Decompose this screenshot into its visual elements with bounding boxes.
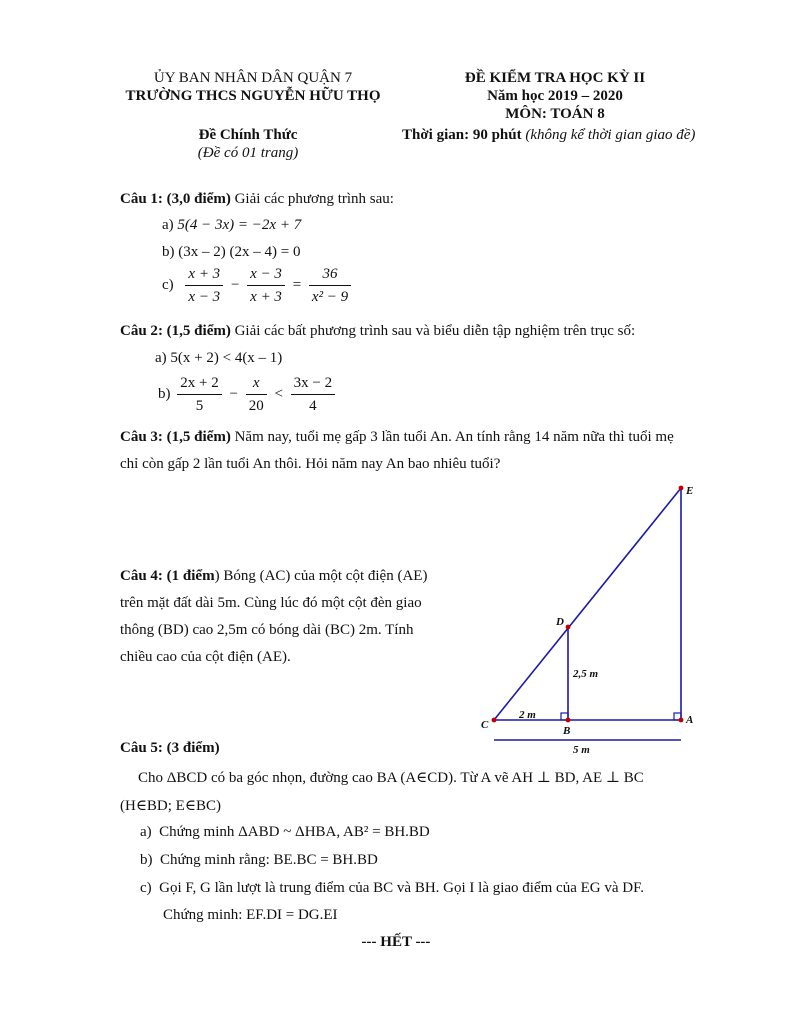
q1-c-label: c)	[162, 277, 174, 293]
q5-b-label: b)	[140, 852, 153, 868]
q5-line2: (H∈BD; E∈BC)	[120, 798, 221, 814]
point-c	[492, 718, 497, 723]
q1-b-expr: (3x – 2) (2x – 4) = 0	[178, 244, 301, 260]
q1-text: Giải các phương trình sau:	[230, 191, 394, 207]
point-e	[679, 486, 684, 491]
label-bd-length: 2,5 m	[573, 668, 599, 680]
q5-c-text: Gọi F, G lần lượt là trung điểm của BC và BH. Gọi I là giao điểm của EG và DF.	[159, 880, 644, 896]
q2-b-f1-den: 5	[195, 398, 204, 414]
q2-b-f3-den: 4	[309, 398, 317, 414]
q1-c-f2-num: x − 3	[247, 265, 285, 286]
q2-title-rest: : (1,5 điểm)	[157, 323, 231, 339]
q1-a	[162, 217, 301, 234]
label-cb-length: 2 m	[519, 709, 536, 721]
q1-c-f3-num: 36	[309, 265, 351, 286]
header-time-bold: Thời gian: 90 phút	[402, 127, 522, 143]
q4-line1	[120, 568, 427, 585]
point-d	[566, 625, 571, 630]
q3-text-1: Năm nay, tuổi mẹ gấp 3 lần tuổi An. An tính rằng 14 năm nữa thì tuổi mẹ	[230, 429, 674, 445]
right-angle-a	[674, 713, 681, 720]
q4-title: Câu 4: (1 điểm	[120, 568, 215, 584]
q4-line4: chiều cao của cột điện (AE).	[120, 649, 291, 665]
q2-b-less-than: <	[274, 386, 283, 402]
label-ca-length: 5 m	[573, 744, 590, 756]
q5-c-line2: Chứng minh: EF.DI = DG.EI	[163, 907, 338, 923]
header-right-line3: MÔN: TOÁN 8	[505, 106, 605, 122]
q1-c-fraction-2	[247, 265, 285, 306]
q2-title: Câu 2	[120, 323, 158, 339]
q5-a-label: a)	[140, 824, 152, 840]
header-right-line2: Năm học 2019 – 2020	[487, 88, 623, 104]
q2-b-fraction-3	[291, 374, 335, 415]
q5-c-label: c)	[140, 880, 152, 896]
q3-line1	[120, 429, 674, 446]
q1-c-f1-den: x − 3	[188, 289, 221, 305]
q1-c-fraction-3	[309, 265, 351, 306]
q1-b-label: b)	[162, 244, 175, 260]
q5-c	[140, 880, 644, 897]
q1-heading	[120, 191, 394, 208]
q1-a-label: a)	[162, 217, 174, 233]
header-time-italic: (không kể thời gian giao đề)	[525, 127, 696, 143]
header-left-line2: TRƯỜNG THCS NGUYỄN HỮU THỌ	[125, 88, 381, 104]
q5-line1: Cho ΔBCD có ba góc nhọn, đường cao BA (A∈CD). Từ A vẽ AH ⊥ BD, AE ⊥ BC	[138, 770, 644, 786]
q1-title: Câu 1: (3,0 điểm)	[120, 191, 231, 207]
label-c: C	[481, 719, 489, 731]
q5-b	[140, 852, 378, 869]
right-angle-b	[561, 713, 568, 720]
q5-b-text: Chứng minh rằng: BE.BC = BH.BD	[160, 852, 378, 868]
q1-c-f3-den: x² − 9	[311, 289, 349, 305]
q2-a-label: a)	[155, 350, 167, 366]
q2-b-f3-num: 3x − 2	[291, 374, 335, 395]
q2-b-label: b)	[158, 386, 171, 402]
line-ce	[494, 488, 681, 720]
point-b	[566, 718, 571, 723]
header-pages: (Đề có 01 trang)	[197, 145, 299, 161]
q4-line2: trên mặt đất dài 5m. Cùng lúc đó một cột đèn giao	[120, 595, 422, 611]
q5-title: Câu 5: (3 điểm)	[120, 740, 220, 756]
q5-a	[140, 824, 430, 841]
q1-a-expr: 5(4 − 3x) = −2x + 7	[177, 217, 302, 233]
q1-c-equals: =	[292, 277, 302, 293]
q1-c-f2-den: x + 3	[250, 289, 282, 305]
point-a	[679, 718, 684, 723]
q1-c-minus: −	[230, 277, 240, 293]
q2-b-fraction-1	[177, 374, 221, 415]
q2-b-f1-num: 2x + 2	[177, 374, 221, 395]
header-right-line1: ĐỀ KIỂM TRA HỌC KỲ II	[464, 70, 646, 86]
q1-c-f1-num: x + 3	[185, 265, 223, 286]
q5-a-text: Chứng minh ΔABD ~ ΔHBA, AB² = BH.BD	[159, 824, 430, 840]
q1-b	[162, 244, 300, 261]
q2-heading	[120, 323, 635, 340]
end-marker: --- HẾT ---	[361, 934, 431, 950]
label-a: A	[686, 714, 694, 726]
q4-title-paren: )	[214, 568, 220, 584]
q1-c	[162, 265, 353, 306]
q2-b-fraction-2	[246, 374, 267, 415]
q1-c-fraction-1	[185, 265, 223, 306]
q2-b-f2-num: x	[246, 374, 267, 395]
label-d: D	[556, 616, 564, 628]
label-b: B	[563, 725, 571, 737]
q2-text: Giải các bất phương trình sau và biểu diễn tập nghiệm trên trục số:	[230, 323, 636, 339]
q2-b-f2-den: 20	[248, 398, 264, 414]
q4-text-1: Bóng (AC) của một cột điện (AE)	[219, 568, 428, 584]
header-official: Đề Chính Thức	[198, 127, 298, 143]
q2-a-expr: 5(x + 2) < 4(x – 1)	[170, 350, 283, 366]
header-left-line1: ỦY BAN NHÂN DÂN QUẬN 7	[153, 70, 353, 86]
q2-b-minus: −	[229, 386, 238, 402]
label-e: E	[686, 485, 694, 497]
q2-b	[158, 374, 337, 415]
q3-line2: chỉ còn gấp 2 lần tuổi An thôi. Hỏi năm nay An bao nhiêu tuổi?	[120, 456, 501, 472]
header-time	[402, 127, 695, 144]
q4-line3: thông (BD) cao 2,5m có bóng dài (BC) 2m. Tính	[120, 622, 414, 638]
q2-a	[155, 350, 282, 367]
q3-title: Câu 3: (1,5 điểm)	[120, 429, 231, 445]
